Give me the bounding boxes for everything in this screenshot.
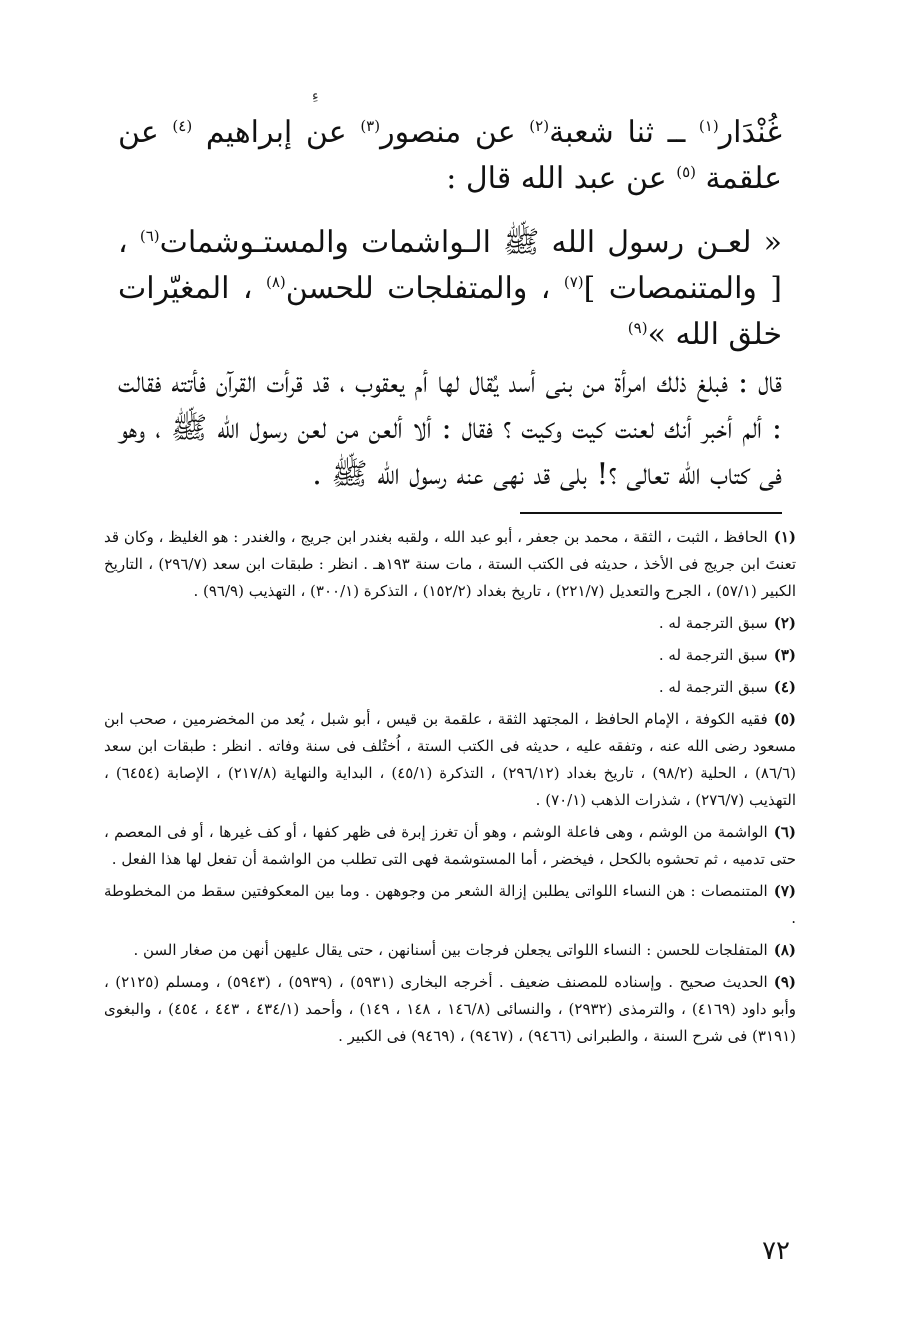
footnote-ref-2[interactable]: (٢) (529, 117, 550, 135)
footnote-1 (104, 524, 796, 605)
hadith-part-3: ، والمتفلجات للحسن (285, 271, 564, 306)
footnote-3 (104, 642, 796, 669)
footnote-text: فقيه الكوفة ، الإمام الحافظ ، المجتهد الثقة ، علقمة بن قيس ، أبو شبل ، يُعد من المخضرمين ، صحب ابن مسعود رضى الله عنه ، وتفقه عليه ، حديثه فى الكتب الستة ، اُختُلف فى سنة وفاته . انظر : طبقات ابن سعد (٨٦/٦) ، الحلية (٩٨/٢) ، تاريخ بغداد (٢٩٦/١٢) ، التذكرة (٤٥/١) ، البداية والنهاية (٢١٧/٨) ، الإصابة (٦٤٥٤) ، التهذيب (٢٧٦/٧) ، شذرات الذهب (٧٠/١) . (104, 710, 796, 809)
footnote-6 (104, 819, 796, 873)
footnote-ref-9[interactable]: (٩) (627, 319, 648, 337)
footnote-text: سبق الترجمة له . (658, 614, 768, 632)
footnote-number: (١) (773, 528, 796, 546)
header-mark: ءِ (312, 88, 319, 104)
isnad-paragraph (118, 110, 782, 202)
hadith-part-2: ، [ والمتنمصات ] (118, 225, 782, 306)
footnote-7 (104, 878, 796, 932)
isnad-part-6: عن عبد الله قال : (446, 161, 677, 196)
footnote-text: المتفلجات للحسن : النساء اللواتى يجعلن فرجات بين أسنانهن ، حتى يقال عليهن أنهن من صغار السن . (133, 941, 768, 959)
narrative-paragraph: قال : فبلغ ذلك امرأة من بنى أسد يُقال لها أم يعقوب ، قد قرأت القرآن فأتته فقالت : ألم أخبر أنك لعنت كيت وكيت ؟ فقال : ألا ألعن من لعن رسول الله ﷺ ، وهو فى كتاب الله تعالى ؟! بلى قد نهى عنه رسول الله ﷺ . (118, 365, 782, 492)
isnad-part-1: غُنْدَار (718, 115, 782, 150)
footnote-ref-6[interactable]: (٦) (139, 227, 160, 245)
hadith-part-4: ، المغيّرات خلق الله » (118, 271, 782, 352)
isnad-part-5: عن علقمة (118, 115, 782, 196)
hadith-paragraph (118, 220, 782, 358)
footnote-ref-5[interactable]: (٥) (676, 163, 697, 181)
footnote-text: سبق الترجمة له . (658, 678, 768, 696)
isnad-part-2: ــ ثنا شعبة (549, 115, 699, 150)
footnote-number: (٧) (773, 882, 796, 900)
footnote-text: المتنمصات : هن النساء اللواتى يطلبن إزالة الشعر من وجوههن . وما بين المعكوفتين سقط من المخطوطة . (104, 882, 796, 927)
footnote-number: (٥) (773, 710, 796, 728)
page-number: ٧٢ (762, 1236, 790, 1266)
isnad-part-4: عن إبراهيم (192, 115, 361, 150)
hadith-part-1: « لعـن رسول الله ﷺ الـواشمات والمستـوشمات (159, 225, 783, 260)
footnote-text: الحديث صحيح . وإسناده للمصنف ضعيف . أخرجه البخارى (٥٩٣١) ، (٥٩٣٩) ، (٥٩٤٣) ، ومسلم (٢١٢٥) ، وأبو داود (٤١٦٩) ، والترمذى (٢٩٣٢) ، والنسائى (١٤٦/٨ ، ١٤٨ ، ١٤٩) ، وأحمد (٤٣٤/١ ، ٤٤٣ ، ٤٥٤) ، والبغوى (٣١٩١) فى شرح السنة ، والطبرانى (٩٤٦٦) ، (٩٤٦٧) ، (٩٤٦٩) فى الكبير . (104, 973, 796, 1045)
footnotes-section (104, 524, 796, 1055)
footnote-2 (104, 610, 796, 637)
footnote-9 (104, 969, 796, 1050)
footnote-text: الحافظ ، الثبت ، الثقة ، محمد بن جعفر ، أبو عبد الله ، ولقبه بغندر ابن جريج ، والغندر : هو الغليظ ، وكان قد تعنتَ ابن جريج فى الأخذ ، حديثه فى الكتب الستة ، مات سنة ١٩٣هـ . انظر : طبقات ابن سعد (٢٩٦/٧) ، التاريخ الكبير (٥٧/١) ، الجرح والتعديل (٢٢١/٧) ، تاريخ بغداد (١٥٢/٢) ، التذكرة (٣٠٠/١) ، التهذيب (٩٦/٩) . (104, 528, 797, 600)
footnote-ref-1[interactable]: (١) (698, 117, 719, 135)
footnote-number: (٣) (773, 646, 796, 664)
footnote-8 (104, 937, 796, 964)
isnad-part-3: عن منصور (380, 115, 530, 150)
footnote-number: (٦) (773, 823, 796, 841)
footnote-ref-7[interactable]: (٧) (563, 273, 584, 291)
footnote-number: (٢) (773, 614, 796, 632)
footnote-5 (104, 706, 796, 814)
main-text (118, 110, 782, 498)
footnote-4 (104, 674, 796, 701)
footnote-text: الواشمة من الوشم ، وهى فاعلة الوشم ، وهو أن تغرز إبرة فى ظهر كفها ، أو كف غيرها ، أو فى المعصم ، حتى تدميه ، ثم تحشوه بالكحل ، فيخضر ، أما المستوشمة فهى التى تطلب من الواشمة أن تفعل لها هذا الفعل . (104, 823, 796, 868)
footnote-ref-3[interactable]: (٣) (360, 117, 381, 135)
footnote-number: (٨) (773, 941, 796, 959)
footnote-ref-8[interactable]: (٨) (265, 273, 286, 291)
footnote-number: (٩) (773, 973, 796, 991)
footnote-separator (520, 512, 782, 514)
footnote-ref-4[interactable]: (٤) (172, 117, 193, 135)
footnote-text: سبق الترجمة له . (658, 646, 768, 664)
footnote-number: (٤) (773, 678, 796, 696)
